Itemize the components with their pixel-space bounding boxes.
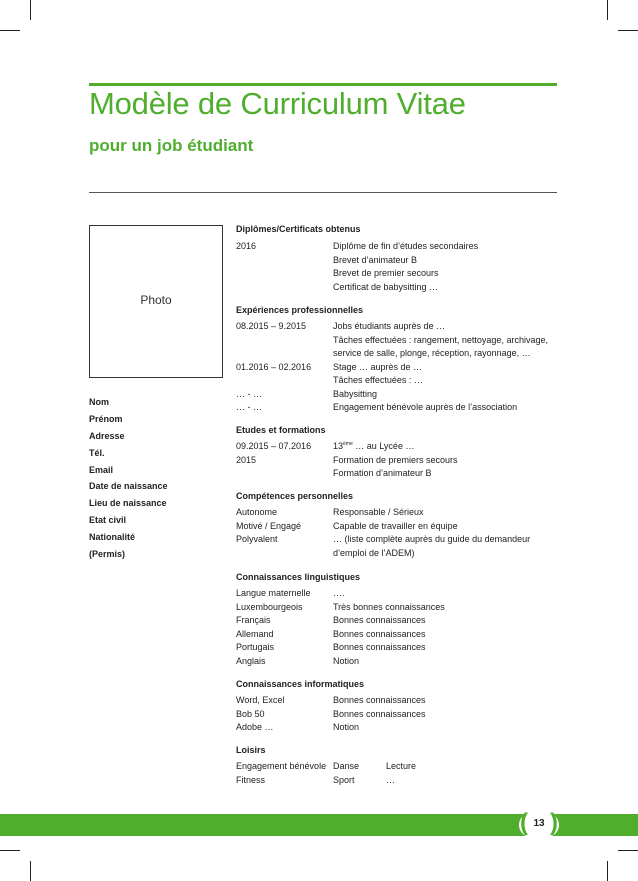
- row-date: … - …: [236, 402, 262, 412]
- section-title-competences: Compétences personnelles: [236, 491, 354, 501]
- row-detail: Notion: [333, 722, 360, 732]
- row-detail: Bonnes connaissances: [333, 642, 426, 652]
- label-etat-civil: Etat civil: [89, 515, 127, 525]
- label-lieu-naissance: Lieu de naissance: [89, 498, 167, 508]
- row-detail: Engagement bénévole auprès de l’association: [333, 402, 518, 412]
- row-term: Fitness: [236, 774, 266, 785]
- crop-mark: [0, 850, 20, 851]
- row-detail: Bonnes connaissances: [333, 628, 426, 639]
- row-detail: Sport: [333, 774, 355, 785]
- row-term: Word, Excel: [236, 695, 285, 705]
- row-detail: Bonnes connaissances: [333, 695, 426, 705]
- row-term: Motivé / Engagé: [236, 520, 302, 531]
- row-detail: Stage … auprès de …: [333, 361, 423, 372]
- section-title-etudes: Etudes et formations: [236, 425, 326, 435]
- row-detail: ….: [333, 588, 345, 598]
- label-permis: (Permis): [89, 549, 126, 559]
- crop-mark: [607, 861, 608, 881]
- page-number: 13: [533, 818, 545, 829]
- photo-placeholder: [89, 225, 223, 378]
- crop-mark: [618, 30, 638, 31]
- row-term: Luxembourgeois: [236, 601, 303, 612]
- row-term: Portugais: [236, 642, 275, 652]
- row-detail: Tâches effectuées : rangement, nettoyage, archivage,: [333, 334, 548, 345]
- section-title-diplomes: Diplômes/Certificats obtenus: [236, 224, 361, 234]
- row-detail: Tâches effectuées : …: [333, 375, 423, 385]
- divider: [89, 192, 557, 193]
- section-title-experiences: Expériences professionnelles: [236, 305, 364, 315]
- crop-mark: [30, 861, 31, 881]
- row-detail: Certificat de babysitting …: [333, 281, 439, 292]
- section-title-langues: Connaissances linguistiques: [236, 572, 361, 582]
- label-date-naissance: Date de naissance: [89, 481, 168, 491]
- row-term: Français: [236, 615, 271, 625]
- row-date: … - …: [236, 388, 262, 399]
- crop-mark: [607, 0, 608, 20]
- row-detail: Très bonnes connaissances: [333, 601, 445, 612]
- row-date: 09.2015 – 07.2016: [236, 441, 312, 451]
- row-detail: 13ème … au Lycée …: [333, 441, 415, 451]
- label-prenom: Prénom: [89, 414, 123, 424]
- row-detail: Capable de travailler en équipe: [333, 520, 458, 531]
- page-subtitle: pour un job étudiant: [89, 136, 254, 155]
- bracket-left-icon: (: [520, 809, 528, 836]
- label-email: Email: [89, 465, 114, 475]
- row-detail: Danse: [333, 761, 360, 771]
- label-adresse: Adresse: [89, 431, 125, 441]
- row-term: Adobe …: [236, 722, 274, 732]
- row-detail: Responsable / Sérieux: [333, 507, 424, 517]
- row-date: 08.2015 – 9.2015: [236, 321, 307, 331]
- page-number-badge: [519, 809, 559, 837]
- row-detail: d’emploi de l’ADEM): [333, 547, 415, 558]
- row-detail: Bonnes connaissances: [333, 615, 426, 625]
- row-detail: … (liste complète auprès du guide du demandeur: [333, 534, 531, 544]
- row-detail: Formation de premiers secours: [333, 454, 458, 465]
- photo-label: Photo: [140, 293, 172, 307]
- crop-mark: [618, 850, 638, 851]
- row-term: Polyvalent: [236, 534, 278, 544]
- row-detail: Bonnes connaissances: [333, 708, 426, 719]
- row-term: Engagement bénévole: [236, 761, 327, 771]
- row-detail: Brevet de premier secours: [333, 268, 439, 278]
- row-detail: service de salle, plonge, réception, rayonnage, …: [333, 348, 531, 358]
- crop-mark: [0, 30, 20, 31]
- row-term: Autonome: [236, 507, 278, 517]
- row-detail: Brevet d’animateur B: [333, 254, 418, 265]
- section-title-loisirs: Loisirs: [236, 745, 266, 755]
- crop-mark: [30, 0, 31, 20]
- row-detail: Lecture: [386, 761, 417, 771]
- row-detail: Diplôme de fin d’études secondaires: [333, 241, 479, 251]
- label-tel: Tél.: [89, 448, 105, 458]
- row-term: Bob 50: [236, 708, 265, 719]
- label-nationalite: Nationalité: [89, 532, 136, 542]
- section-title-informatique: Connaissances informatiques: [236, 679, 365, 689]
- row-date: 2016: [236, 241, 257, 251]
- row-date: 2015: [236, 454, 257, 465]
- label-nom: Nom: [89, 397, 109, 407]
- row-term: Allemand: [236, 628, 274, 639]
- row-term: Anglais: [236, 655, 266, 666]
- bracket-right-icon: ): [550, 809, 558, 836]
- row-detail: …: [386, 774, 395, 785]
- row-detail: Jobs étudiants auprès de …: [333, 321, 446, 331]
- row-date: 01.2016 – 02.2016: [236, 361, 312, 372]
- row-detail: Babysitting: [333, 388, 378, 399]
- row-detail: Formation d’animateur B: [333, 468, 432, 478]
- row-detail: Notion: [333, 655, 360, 666]
- page-title: Modèle de Curriculum Vitae: [89, 86, 466, 121]
- row-term: Langue maternelle: [236, 588, 311, 598]
